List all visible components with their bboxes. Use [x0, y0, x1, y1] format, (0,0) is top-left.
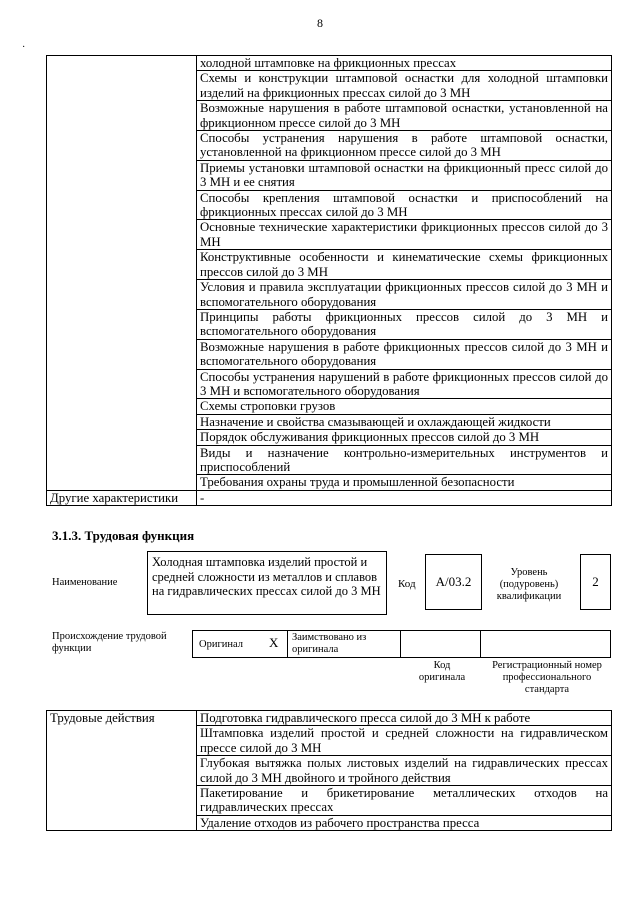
- table-cell: Схемы строповки грузов: [197, 399, 612, 414]
- code-caption: Код оригинала: [418, 660, 466, 683]
- table-cell: Удаление отходов из рабочего пространства пресса: [197, 815, 612, 830]
- level-value-box: 2: [580, 554, 611, 610]
- table-cell: Виды и назначение контрольно-измерительных инструментов и приспособлений: [197, 445, 612, 475]
- origin-label: Происхождение трудовой функции: [52, 631, 167, 654]
- labor-actions-table: [46, 710, 612, 831]
- table-cell: Основные технические характеристики фрикционных прессов силой до 3 МН: [197, 220, 612, 250]
- knowledge-table: [46, 55, 612, 506]
- table-cell: Возможные нарушения в работе фрикционных прессов силой до 3 МН и вспомогательного оборудования: [197, 339, 612, 369]
- original-label: Оригинал: [199, 639, 243, 650]
- reg-caption: Регистрационный номер профессионального стандарта: [492, 660, 602, 695]
- scan-speck: ·: [22, 42, 26, 53]
- table-cell: Назначение и свойства смазывающей и охлаждающей жидкости: [197, 414, 612, 429]
- function-code-box: А/03.2: [425, 554, 482, 610]
- table-cell: Глубокая вытяжка полых листовых изделий на гидравлических прессах силой до 3 МН двойного и тройного действия: [197, 756, 612, 786]
- table-row-other: [47, 490, 612, 505]
- reg-number-cell: [481, 631, 610, 657]
- function-name-box: Холодная штамповка изделий простой и средней сложности из металлов и сплавов на гидравлических прессах силой до 3 МН: [147, 551, 387, 615]
- table-cell: Приемы установки штамповой оснастки на фрикционный пресс силой до 3 МН и ее снятия: [197, 160, 612, 190]
- table-cell: Способы крепления штамповой оснастки и приспособлений на фрикционных прессах силой до 3 МН: [197, 190, 612, 220]
- page-number: 8: [317, 16, 323, 30]
- table-cell: холодной штамповке на фрикционных прессах: [197, 56, 612, 71]
- table-cell: Принципы работы фрикционных прессов силой до 3 МН и вспомогательного оборудования: [197, 309, 612, 339]
- table-cell: Пакетирование и брикетирование металлических отходов на гидравлических прессах: [197, 786, 612, 816]
- table-cell: Подготовка гидравлического пресса силой до 3 МН к работе: [197, 711, 612, 726]
- table-cell: Возможные нарушения в работе штамповой оснастки, установленной на фрикционном прессе силой до 3 МН: [197, 101, 612, 131]
- original-code-cell: [401, 631, 481, 657]
- borrowed-cell: Заимствовано из оригинала: [288, 631, 401, 657]
- original-mark: X: [269, 635, 279, 650]
- table-cell: Штамповка изделий простой и средней сложности на гидравлическом прессе силой до 3 МН: [197, 726, 612, 756]
- table-cell: Способы устранения нарушения в работе штамповой оснастки, установленной на фрикционном прессе силой до 3 МН: [197, 131, 612, 161]
- table-cell: Конструктивные особенности и кинематические схемы фрикционных прессов силой до 3 МН: [197, 250, 612, 280]
- labor-actions-label: Трудовые действия: [47, 711, 197, 831]
- name-label: Наименование: [52, 577, 118, 588]
- section-title: 3.1.3. Трудовая функция: [52, 528, 195, 543]
- other-characteristics-value: -: [197, 490, 612, 505]
- table-cell: Схемы и конструкции штамповой оснастки для холодной штамповки изделий на фрикционных прессах силой до 3 МН: [197, 71, 612, 101]
- original-cell: [193, 631, 288, 657]
- table-cell: Условия и правила эксплуатации фрикционных прессов силой до 3 МН и вспомогательного оборудования: [197, 280, 612, 310]
- level-label: Уровень (подуровень) квалификации: [496, 567, 562, 602]
- table-cell: Требования охраны труда и промышленной безопасности: [197, 475, 612, 490]
- table-cell: Способы устранения нарушений в работе фрикционных прессов силой до 3 МН и вспомогательного оборудования: [197, 369, 612, 399]
- table-row: [47, 711, 612, 726]
- left-cell-empty: [47, 56, 197, 491]
- table-cell: Порядок обслуживания фрикционных прессов силой до 3 МН: [197, 430, 612, 445]
- other-characteristics-label: Другие характеристики: [47, 490, 197, 505]
- origin-grid: [192, 630, 611, 658]
- code-label: Код: [398, 578, 416, 590]
- table-row: [47, 56, 612, 71]
